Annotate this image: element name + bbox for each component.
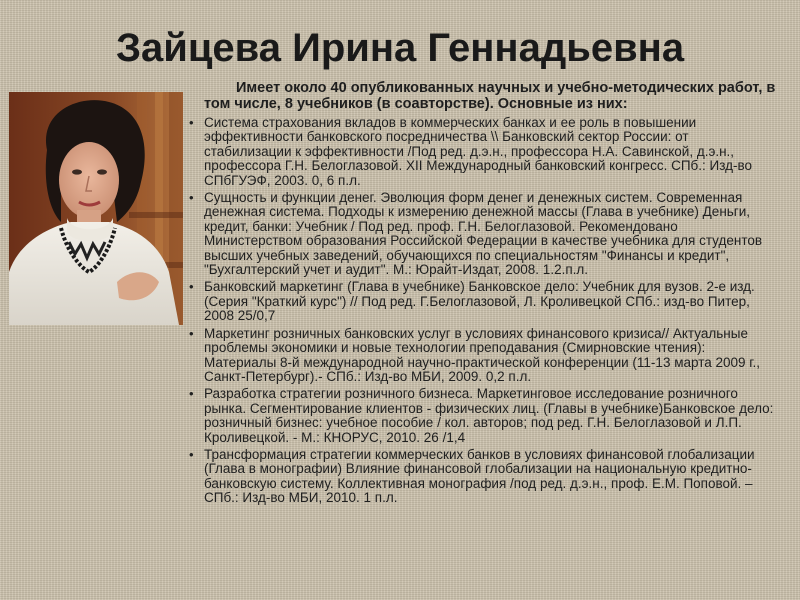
publication-text: Сущность и функции денег. Эволюция форм денег и денежных систем. Современная денежная система. Подходы к измерению денежной массы (Глава в учебнике) Деньги, кредит, банки: Учебник / Под ред. проф. Г.Н. Белоглазовой. Рекомендовано Министерством образования Российской Федерации в качестве учебника для студентов высших учебных заведений, обучающихся по специальностям "Финансы и кредит", "Бухгалтерский учет и аудит". М.: Юрайт-Издат, 2008. 1.2.п.л. bbox=[204, 190, 763, 278]
bullet-icon: • bbox=[189, 446, 194, 462]
intro-text: Имеет около 40 опубликованных научных и учебно-методических работ, в том числе, 8 учебников (в соавторстве). Основные из них: bbox=[204, 80, 776, 112]
list-item bbox=[186, 387, 776, 445]
list-item bbox=[186, 448, 776, 506]
bullet-icon: • bbox=[189, 115, 194, 130]
bullet-icon: • bbox=[189, 190, 194, 206]
publication-text: Банковский маркетинг (Глава в учебнике) Банковское дело: Учебник для вузов. 2-е изд. (Серия "Краткий курс") // Под ред. Г.Белоглазовой, Л. Кроливецкой СПб.: изд-во Питер, 2008 25/0,7 bbox=[204, 279, 755, 324]
publication-text: Маркетинг розничных банковских услуг в условиях финансового кризиса// Актуальные проблемы экономики и новые технологии преподавания (Смирновские чтения): Материалы 8-й международной научно-практической конференции (11-13 марта 2009 г., Санкт-Петербург).- СПб.: Изд-во МБИ, 2009. 0,2 п.л. bbox=[204, 325, 761, 384]
publication-text: Трансформация стратегии коммерческих банков в условиях финансовой глобализации (Глава в монографии) Влияние финансовой глобализации на национальную кредитно-банковскую систему. Коллективная монография /под ред. д.э.н., проф. Е.М. Поповой. – СПб.: Изд-во МБИ, 2010. 1 п.л. bbox=[204, 446, 755, 506]
publication-text: Система страхования вкладов в коммерческих банках и ее роль в повышении эффективности банковского посредничества \\ Банковский сектор России: от стабилизации к эффективности /Под ред. д.э.н., профессора Н.А. Савинской, д.э.н., профессора Г.Н. Белоглазовой. XII Международный банковский конгресс. СПб.: Изд-во СПбГУЭФ, 2003. 0, 6 п.л. bbox=[204, 115, 753, 188]
list-item bbox=[186, 327, 776, 385]
bullet-icon: • bbox=[189, 325, 194, 341]
portrait-photo bbox=[9, 92, 183, 325]
list-item bbox=[186, 116, 776, 188]
list-item bbox=[186, 191, 776, 277]
content-block bbox=[186, 80, 776, 509]
list-item bbox=[186, 280, 776, 323]
bullet-icon: • bbox=[189, 279, 194, 295]
page-title: Зайцева Ирина Геннадьевна bbox=[115, 26, 685, 70]
bullet-icon: • bbox=[189, 386, 194, 402]
publication-text: Разработка стратегии розничного бизнеса. Маркетинговое исследование розничного рынка. Сегментирование клиентов - физических лиц. (Главы в учебнике)Банковское дело: розничный бизнес: учебное пособие / кол. авторов; под ред. Г.Н. Белоглазовой и Л.П. Кроливецкой. - М.: КНОРУС, 2010. 26 /1,4 bbox=[204, 386, 774, 445]
publication-list bbox=[186, 116, 776, 506]
